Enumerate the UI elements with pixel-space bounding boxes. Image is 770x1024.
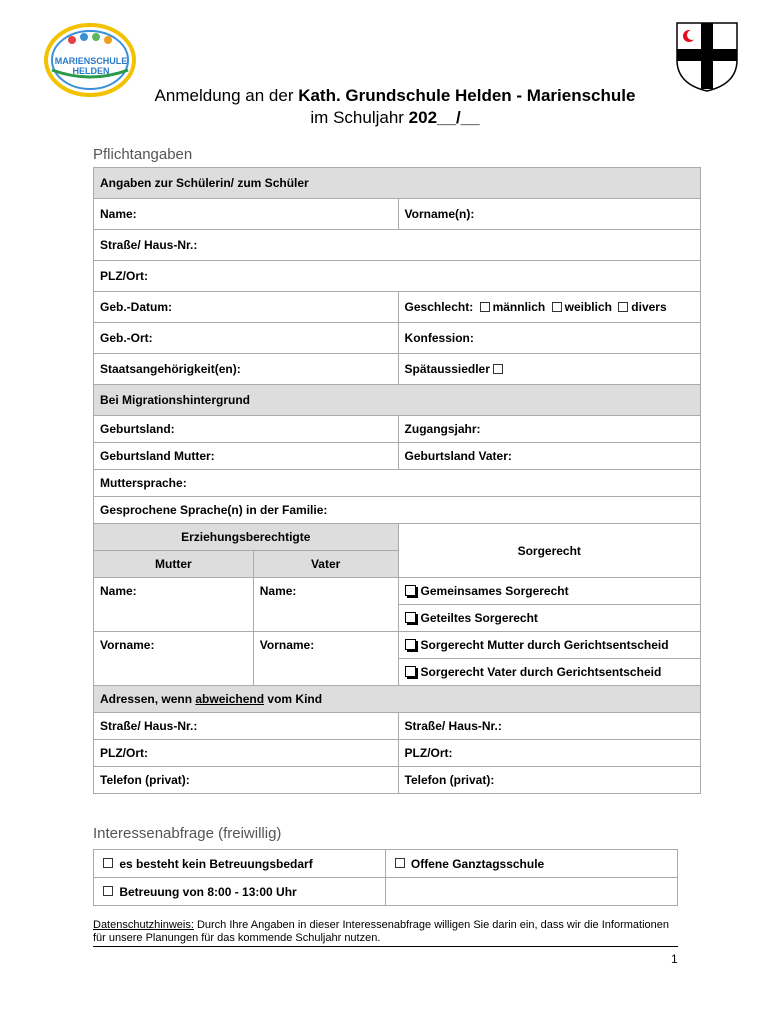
- field-mother-phone[interactable]: Telefon (privat):: [94, 767, 399, 794]
- mother-custody-label: Sorgerecht Mutter durch Gerichtsentscheid: [420, 638, 669, 652]
- registration-form: [93, 167, 701, 794]
- field-firstname[interactable]: Vorname(n):: [398, 199, 700, 230]
- custody-option-joint[interactable]: [398, 578, 700, 605]
- field-nationality[interactable]: Staatsangehörigkeit(en):: [94, 354, 399, 385]
- interest-option-none[interactable]: [94, 850, 386, 878]
- checkbox-diverse[interactable]: [618, 302, 628, 312]
- care-8-13-label: Betreuung von 8:00 - 13:00 Uhr: [119, 884, 297, 899]
- interest-option-ogs[interactable]: [385, 850, 677, 878]
- interest-empty-cell: [385, 878, 677, 906]
- field-father-street[interactable]: Straße/ Haus-Nr.:: [398, 713, 700, 740]
- school-name: Kath. Grundschule Helden - Marienschule: [298, 86, 636, 105]
- checkbox-father-custody[interactable]: [405, 666, 416, 677]
- field-street[interactable]: Straße/ Haus-Nr.:: [94, 230, 701, 261]
- title-prefix: Anmeldung an der: [154, 86, 299, 105]
- field-family-languages[interactable]: Gesprochene Sprache(n) in der Familie:: [94, 497, 701, 524]
- gender-female-label: weiblich: [564, 300, 612, 314]
- school-year-line: [10, 108, 770, 128]
- field-name[interactable]: Name:: [94, 199, 399, 230]
- addresses-header-suffix: vom Kind: [264, 692, 323, 706]
- field-city[interactable]: PLZ/Ort:: [94, 261, 701, 292]
- gender-label: Geschlecht:: [404, 300, 474, 314]
- checkbox-resettler[interactable]: [493, 364, 503, 374]
- ogs-label: Offene Ganztagsschule: [410, 856, 545, 871]
- page-number: 1: [671, 952, 678, 966]
- father-header: Vater: [253, 551, 398, 578]
- checkbox-no-care[interactable]: [103, 858, 113, 868]
- checkbox-joint-custody[interactable]: [405, 585, 416, 596]
- field-birthplace[interactable]: Geb.-Ort:: [94, 323, 399, 354]
- field-father-firstname[interactable]: Vorname:: [253, 632, 398, 686]
- joint-custody-label: Gemeinsames Sorgerecht: [420, 584, 569, 598]
- field-mother-name[interactable]: Name:: [94, 578, 254, 632]
- field-confession[interactable]: Konfession:: [398, 323, 700, 354]
- custody-option-father[interactable]: [398, 659, 700, 686]
- field-arrival-year[interactable]: Zugangsjahr:: [398, 416, 700, 443]
- field-birthcountry-mother[interactable]: Geburtsland Mutter:: [94, 443, 399, 470]
- page-title: [10, 86, 770, 106]
- field-mother-street[interactable]: Straße/ Haus-Nr.:: [94, 713, 399, 740]
- father-custody-label: Sorgerecht Vater durch Gerichtsentscheid: [420, 665, 662, 679]
- field-father-name[interactable]: Name:: [253, 578, 398, 632]
- field-mother-firstname[interactable]: Vorname:: [94, 632, 254, 686]
- interest-form: [93, 849, 678, 906]
- interest-option-care[interactable]: [94, 878, 386, 906]
- addresses-header-prefix: Adressen, wenn: [100, 692, 196, 706]
- section-required: Pflichtangaben: [93, 146, 193, 163]
- privacy-note: [93, 919, 683, 945]
- resettler-label: Spätaussiedler: [404, 362, 490, 376]
- checkbox-female[interactable]: [552, 302, 562, 312]
- section-interest: Interessenabfrage (freiwillig): [93, 825, 282, 842]
- addresses-header: [94, 686, 701, 713]
- year-value: 202__/__: [408, 108, 480, 127]
- gender-male-label: männlich: [492, 300, 546, 314]
- field-birthdate[interactable]: Geb.-Datum:: [94, 292, 399, 323]
- shared-custody-label: Geteiltes Sorgerecht: [420, 611, 538, 625]
- guardians-header: Erziehungsberechtigte: [94, 524, 399, 551]
- coat-of-arms: [676, 22, 738, 92]
- checkbox-shared-custody[interactable]: [405, 612, 416, 623]
- checkbox-ogs[interactable]: [395, 858, 405, 868]
- field-mother-tongue[interactable]: Muttersprache:: [94, 470, 701, 497]
- mother-header: Mutter: [94, 551, 254, 578]
- gender-diverse-label: divers: [631, 300, 667, 314]
- no-care-label: es besteht kein Betreuungsbedarf: [119, 856, 313, 871]
- migration-header: Bei Migrationshintergrund: [94, 385, 701, 416]
- privacy-label: Datenschutzhinweis:: [93, 919, 194, 931]
- checkbox-male[interactable]: [480, 302, 490, 312]
- field-resettler: [398, 354, 700, 385]
- checkbox-care-8-13[interactable]: [103, 886, 113, 896]
- field-father-phone[interactable]: Telefon (privat):: [398, 767, 700, 794]
- field-birthcountry-father[interactable]: Geburtsland Vater:: [398, 443, 700, 470]
- year-prefix: im Schuljahr: [310, 108, 409, 127]
- student-header: Angaben zur Schülerin/ zum Schüler: [94, 168, 701, 199]
- addresses-header-underlined: abweichend: [195, 692, 265, 706]
- field-mother-city[interactable]: PLZ/Ort:: [94, 740, 399, 767]
- logo-text: MARIENSCHULE HELDEN: [54, 56, 128, 76]
- field-father-city[interactable]: PLZ/Ort:: [398, 740, 700, 767]
- checkbox-mother-custody[interactable]: [405, 639, 416, 650]
- field-gender: [398, 292, 700, 323]
- field-birthcountry[interactable]: Geburtsland:: [94, 416, 399, 443]
- custody-header: Sorgerecht: [398, 524, 700, 578]
- footer-divider: [93, 946, 678, 947]
- privacy-text: Durch Ihre Angaben in dieser Interessenabfrage willigen Sie darin ein, dass wir die Informationen für unsere Planungen für das kommende Schuljahr nutzen.: [93, 919, 669, 944]
- custody-option-shared[interactable]: [398, 605, 700, 632]
- custody-option-mother[interactable]: [398, 632, 700, 659]
